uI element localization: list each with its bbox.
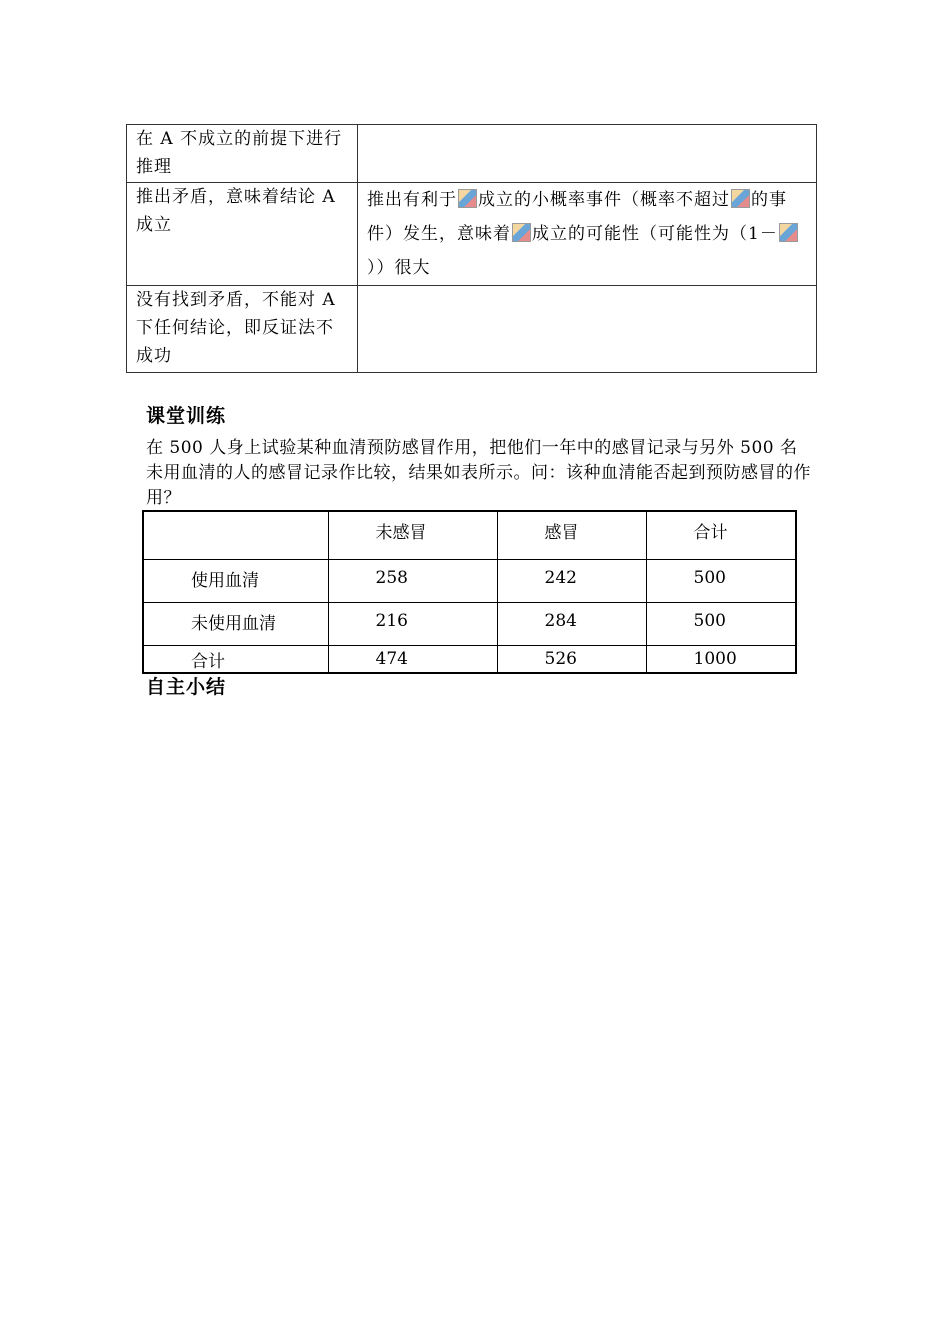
cell-value: 284 <box>497 603 646 646</box>
method-text-part-5: ））很大 <box>367 258 431 278</box>
table-row <box>143 603 796 646</box>
cell-value: 258 <box>328 560 497 603</box>
cell-value: 1000 <box>646 646 796 674</box>
method-row-1 <box>127 125 817 183</box>
header-cell-total: 合计 <box>646 511 796 560</box>
problem-text: 在 500 人身上试验某种血清预防感冒作用，把他们一年中的感冒记录与另外 500 名未用血清的人的感冒记录作比较，结果如表所示。问：该种血清能否起到预防感冒的作用？ <box>146 438 811 508</box>
method-row-3-right <box>358 286 817 373</box>
serum-data-table <box>142 510 797 674</box>
header-cell-no-cold: 未感冒 <box>328 511 497 560</box>
cell-value: 500 <box>646 603 796 646</box>
cell-value: 216 <box>328 603 497 646</box>
method-text-part-3: 的事件）发生，意味着 <box>367 190 787 244</box>
cell-value: 526 <box>497 646 646 674</box>
method-row-1-right <box>358 125 817 183</box>
formula-image-icon <box>512 223 531 242</box>
row-label: 合计 <box>143 646 328 674</box>
table-header-row <box>143 511 796 560</box>
practice-heading: 课堂训练 <box>146 405 227 427</box>
cell-value: 242 <box>497 560 646 603</box>
method-row-2-right <box>358 183 817 286</box>
method-row-1-left: 在 A 不成立的前提下进行推理 <box>127 125 358 183</box>
method-text-part-4: 成立的可能性（可能性为（1－ <box>532 224 778 244</box>
formula-image-icon <box>731 189 750 208</box>
cell-value: 474 <box>328 646 497 674</box>
formula-image-icon <box>458 189 477 208</box>
row-label: 使用血清 <box>143 560 328 603</box>
method-text-part-2: 成立的小概率事件（概率不超过 <box>478 190 730 210</box>
row-label: 未使用血清 <box>143 603 328 646</box>
table-row <box>143 646 796 674</box>
method-row-3-left: 没有找到矛盾，不能对 A 下任何结论，即反证法不成功 <box>127 286 358 373</box>
header-cell-cold: 感冒 <box>497 511 646 560</box>
method-table <box>126 124 817 373</box>
method-row-2 <box>127 183 817 286</box>
method-row-2-left: 推出矛盾，意味着结论 A 成立 <box>127 183 358 286</box>
formula-image-icon <box>779 223 798 242</box>
header-cell-empty <box>143 511 328 560</box>
summary-heading: 自主小结 <box>146 676 227 698</box>
method-row-3 <box>127 286 817 373</box>
method-text-part-1: 推出有利于 <box>367 190 457 210</box>
cell-value: 500 <box>646 560 796 603</box>
table-row <box>143 560 796 603</box>
